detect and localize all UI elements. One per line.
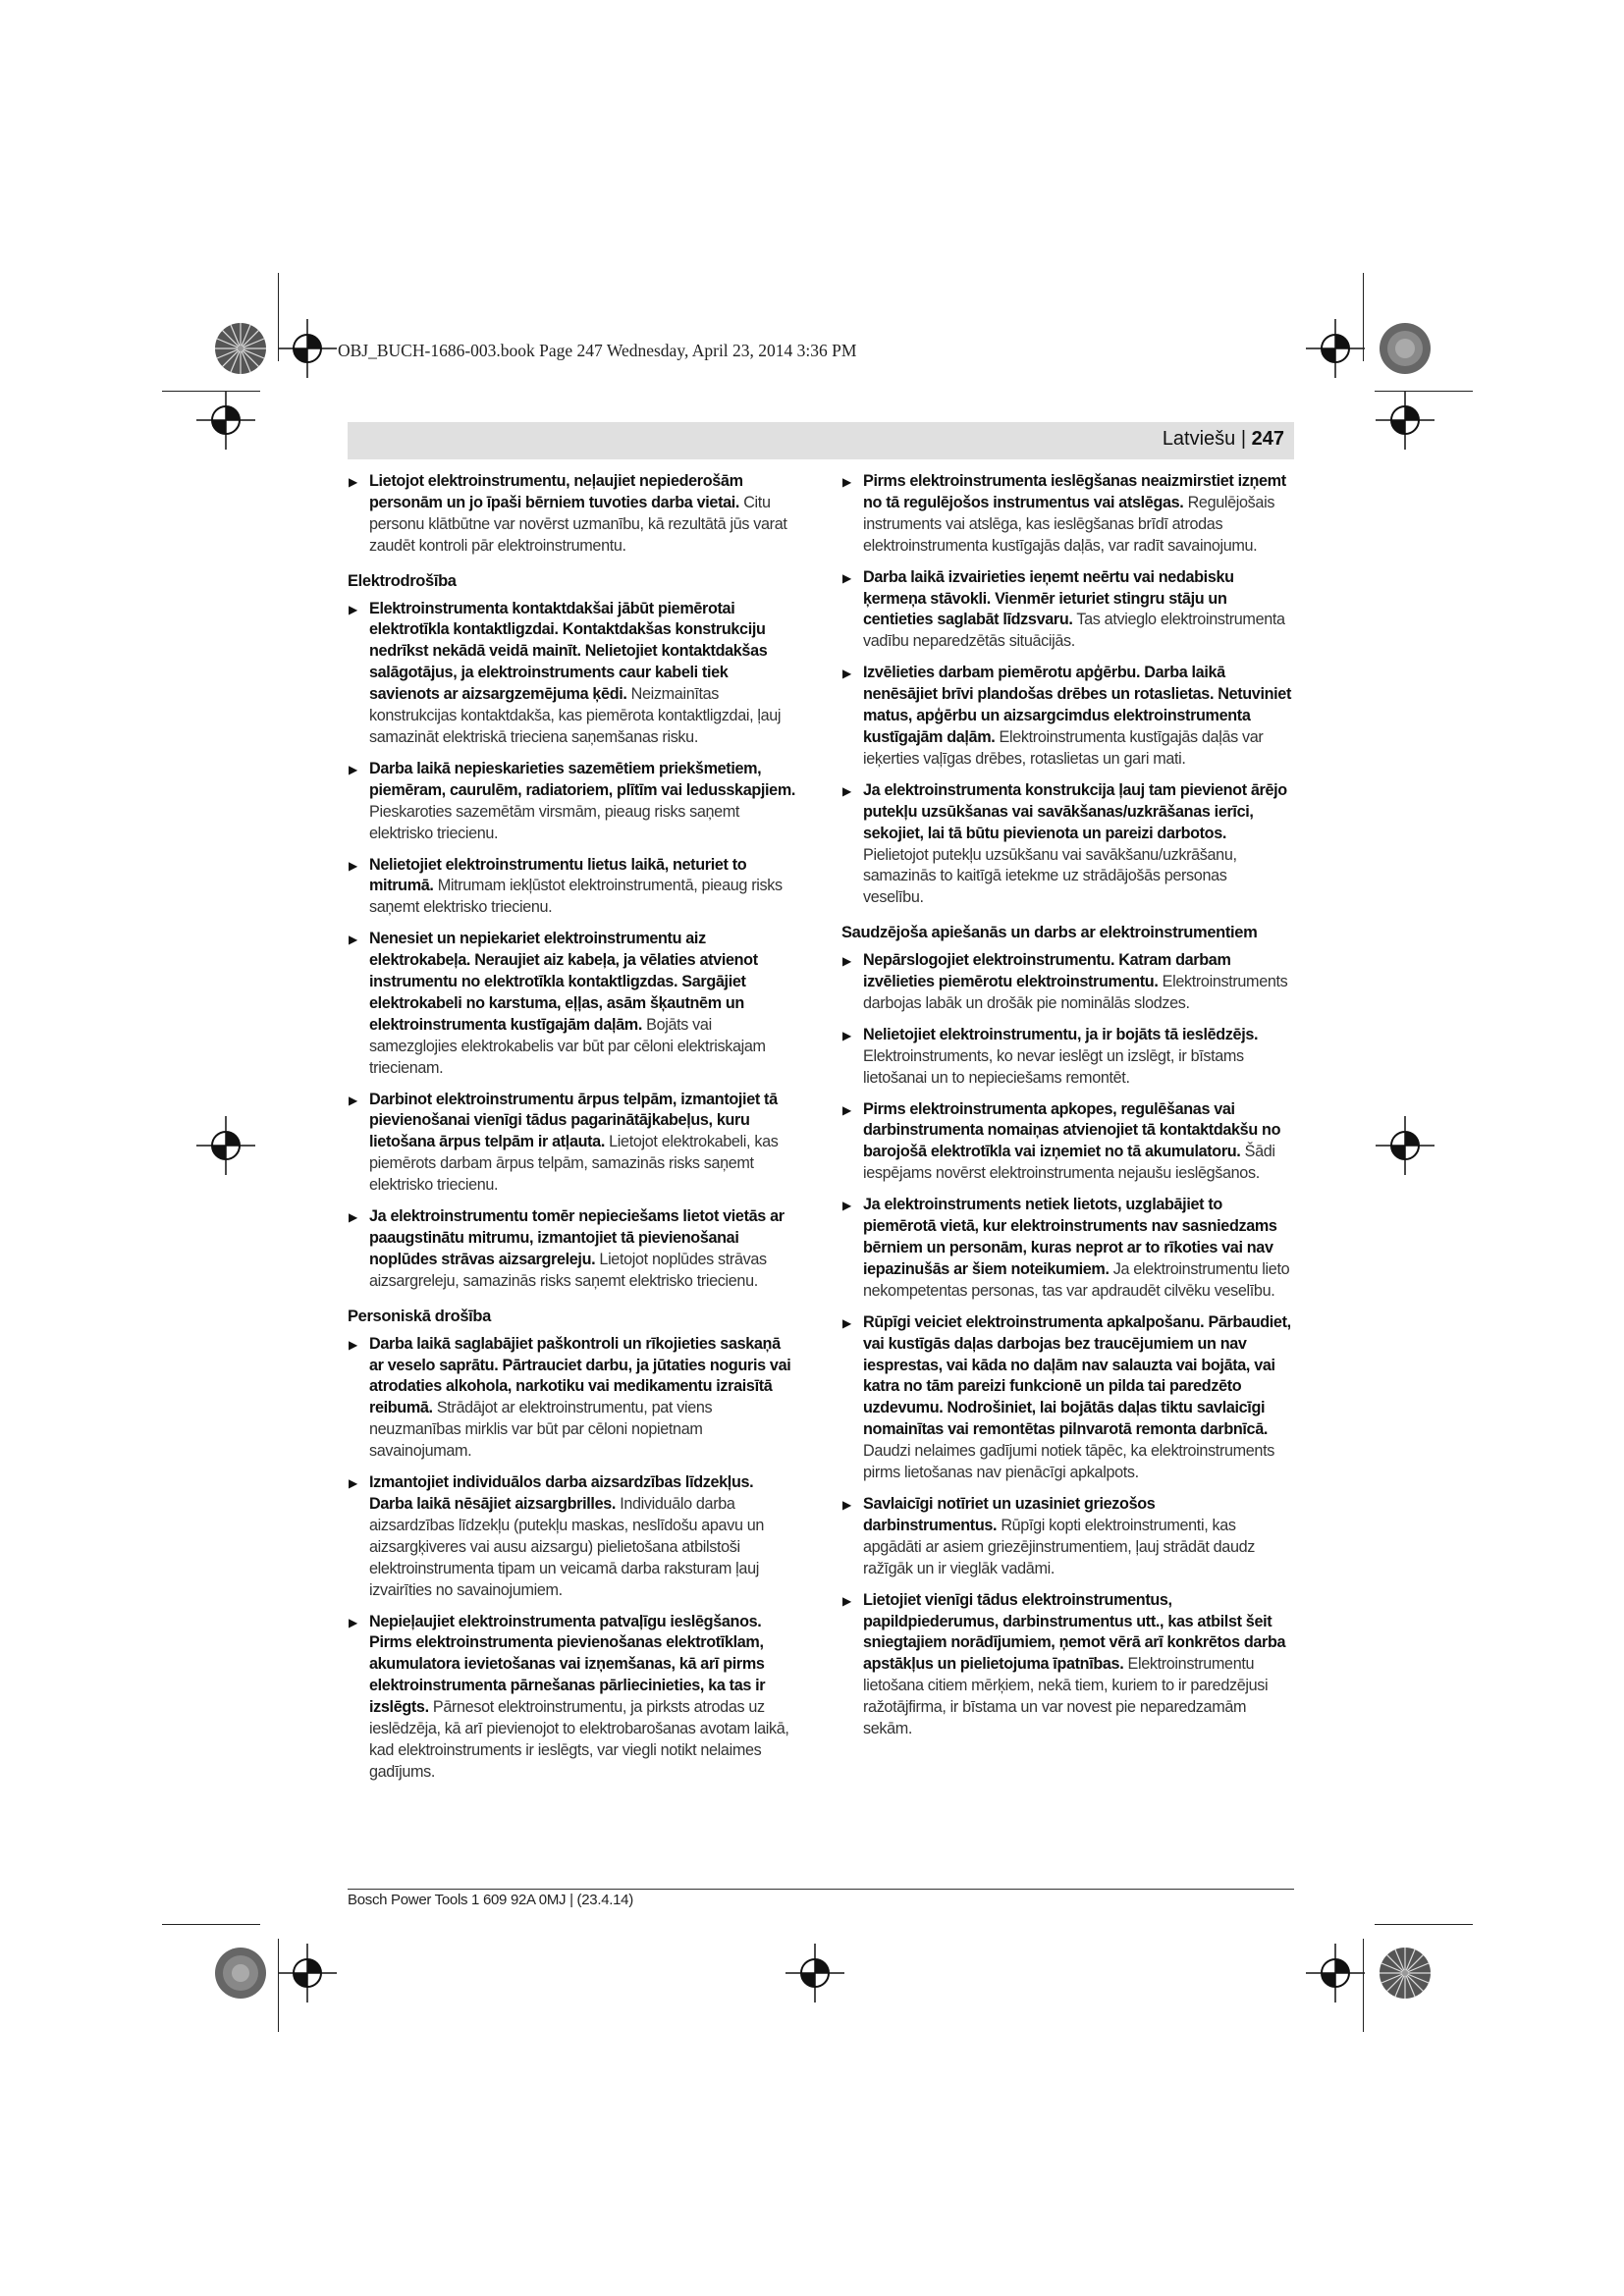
item-normal-text: Elektroinstrumenta kustīgajās daļās var ieķerties vaļīgas drēbes, rotaslietas un gari mati. bbox=[863, 727, 1264, 768]
page-header bbox=[348, 422, 1294, 459]
crop-line bbox=[1363, 1939, 1364, 2032]
list-item bbox=[841, 950, 1291, 1015]
item-bold-text: Lietojiet vienīgi tādus elektroinstrumentus, papildpiederumus, darbinstrumentus utt., kas atbilst šeit sniegtajiem norādījumiem, ņemot vērā arī konkrētos darba apstākļus un pielietojuma īpatnības. bbox=[863, 1590, 1286, 1674]
crosshair-top-left-icon bbox=[278, 319, 337, 378]
page-number: 247 bbox=[1251, 428, 1284, 450]
crop-line bbox=[162, 391, 260, 392]
item-normal-text: Regulējošais instruments vai atslēga, kas ieslēgšanas brīdī atrodas elektroinstrumenta kustīgajās daļās, var radīt savainojumu. bbox=[863, 493, 1275, 555]
header-separator: | bbox=[1235, 428, 1252, 450]
crosshair-bottom-left-icon bbox=[278, 1944, 337, 2002]
item-normal-text: Lietojot elektrokabeli, kas piemērots darbam ārpus telpām, samazinās risks saņemt elektrisko triecienu. bbox=[369, 1133, 779, 1195]
item-normal-text: Pieskaroties sazemētām virsmām, pieaug risks saņemt elektrisko triecienu. bbox=[369, 802, 740, 842]
item-bold-text: Ja elektroinstrumentu tomēr nepieciešams lietot vietās ar paaugstinātu mitrumu, izmantojiet tā pievienošanai noplūdes strāvas aizsargreleju. bbox=[369, 1207, 785, 1268]
registration-mark-bottom-left-icon bbox=[211, 1944, 270, 2002]
footer-rule bbox=[348, 1889, 1294, 1890]
item-bold-text: Nepārslogojiet elektroinstrumentu. Katram darbam izvēlieties piemērotu elektroinstrumentu. bbox=[863, 951, 1231, 991]
list-item bbox=[841, 567, 1291, 654]
crosshair-upper-right-icon bbox=[1376, 391, 1435, 450]
registration-mark-bottom-right-icon bbox=[1376, 1944, 1435, 2002]
section-heading-electrical: Elektrodrošība bbox=[348, 571, 457, 590]
item-normal-text: Pielietojot putekļu uzsūkšanu vai savākšanu/uzkrāšanu, samazinās to kaitīgā ietekme uz strādājošās personas veselību. bbox=[863, 845, 1237, 907]
item-normal-text: Rūpīgi kopti elektroinstrumenti, kas apgādāti ar asiem griezējinstrumentiem, ļauj strādāt daudz ražīgāk un ir vieglāk vadāmi. bbox=[863, 1516, 1255, 1577]
crosshair-bottom-center-icon bbox=[785, 1944, 844, 2002]
item-bold-text: Savlaicīgi notīriet un uzasiniet griezošos darbinstrumentus. bbox=[863, 1494, 1156, 1534]
item-normal-text: Strādājot ar elektroinstrumentu, pat viens neuzmanības mirklis var būt par cēloni nopietnam savainojumam. bbox=[369, 1399, 713, 1461]
list-item bbox=[841, 1590, 1291, 1740]
crop-line bbox=[278, 1939, 279, 2032]
item-bold-text: Ja elektroinstruments netiek lietots, uzglabājiet to piemērotā vietā, kur elektroinstruments nav sasniedzams bērniem un personām, kuras neprot ar to rīkoties vai nav iepazinušās ar šiem noteikumiem. bbox=[863, 1196, 1277, 1278]
crop-line bbox=[162, 1924, 260, 1925]
section-heading-personal: Personiskā drošība bbox=[348, 1307, 491, 1325]
item-normal-text: Individuālo darba aizsardzības līdzekļu (putekļu maskas, neslīdošu apavu un aizsargķiveres vai ausu aizsargu) pielietošana atbilstoši elektroinstrumenta tipam un veicamā darba raksturam ļauj izvairīties no savainojumiem. bbox=[369, 1494, 765, 1599]
item-bold-text: Pirms elektroinstrumenta ieslēgšanas neaizmirstiet izņemt no tā regulējošos instrumentus vai atslēgas. bbox=[863, 472, 1286, 511]
item-bold-text: Izmantojiet individuālos darba aizsardzības līdzekļus. Darba laikā nēsājiet aizsargbrilles. bbox=[369, 1473, 754, 1513]
header-language: Latviešu bbox=[1162, 428, 1236, 450]
crosshair-top-right-icon bbox=[1306, 319, 1365, 378]
list-item bbox=[841, 1025, 1291, 1090]
list-item bbox=[841, 471, 1291, 558]
item-bold-text: Izvēlieties darbam piemērotu apģērbu. Darba laikā nenēsājiet brīvi plandošas drēbes un rotaslietas. Netuviniet matus, apģērbu un aizsargcimdus elektroinstrumenta kustīgajām daļām. bbox=[863, 664, 1291, 746]
crop-line bbox=[278, 273, 279, 361]
list-item bbox=[841, 1494, 1291, 1580]
list-item bbox=[348, 929, 797, 1079]
crop-line bbox=[1375, 391, 1473, 392]
list-item bbox=[841, 1195, 1291, 1303]
item-bold-text: Elektroinstrumenta kontaktdakšai jābūt piemērotai elektrotīkla kontaktligzdai. Kontaktdakšas konstrukciju nedrīkst nekādā veidā mainīt. Nelietojiet kontaktdakšas salāgotājus, ja elektroinstruments caur kabeli tiek savienots ar aizsargzemējuma ķēdi. bbox=[369, 599, 768, 704]
list-item bbox=[348, 1612, 797, 1784]
item-bold-text: Nelietojiet elektroinstrumentu lietus laikā, neturiet to mitrumā. bbox=[369, 855, 747, 895]
section-heading-careful-use: Saudzējoša apiešanās un darbs ar elektroinstrumentiem bbox=[841, 924, 1258, 942]
list-item bbox=[348, 1334, 797, 1463]
list-item bbox=[841, 1099, 1291, 1186]
item-bold-text: Nelietojiet elektroinstrumentu, ja ir bojāts tā ieslēdzējs. bbox=[863, 1025, 1259, 1043]
list-item bbox=[348, 471, 797, 558]
item-normal-text: Daudzi nelaimes gadījumi notiek tāpēc, ka elektroinstruments pirms lietošanas nav pienācīgi apkalpots. bbox=[863, 1442, 1274, 1482]
item-normal-text: Citu personu klātbūtne var novērst uzmanību, kā rezultātā jūs varat zaudēt kontroli pār elektroinstrumentu. bbox=[369, 493, 787, 555]
list-item bbox=[348, 1206, 797, 1293]
registration-mark-top-left-icon bbox=[211, 319, 270, 378]
crosshair-upper-left-icon bbox=[196, 391, 255, 450]
item-normal-text: Elektroinstrumentu lietošana citiem mērķiem, nekā tiem, kuriem to ir paredzējusi ražotājfirma, ir bīstama un var novest pie neparedzamām sekām. bbox=[863, 1655, 1269, 1738]
page-header-title bbox=[1163, 428, 1284, 451]
item-bold-text: Darba laikā izvairieties ieņemt neērtu vai nedabisku ķermeņa stāvokli. Vienmēr ieturiet stingru stāju un centieties saglabāt līdzsvaru. bbox=[863, 567, 1234, 629]
list-item bbox=[841, 663, 1291, 771]
item-bold-text: Rūpīgi veiciet elektroinstrumenta apkalpošanu. Pārbaudiet, vai kustīgās daļas darbojas bez traucējumiem un nav iesprestas, vai kāda no daļām nav salauzta vai bojāta, vai katra no tām pareizi funkcionē un pilda tai paredzēto uzdevumu. Nodrošiniet, lai bojātās daļas tiktu savlaicīgi nomainītas vai remontētas pilnvarotā remonta darbnīcā. bbox=[863, 1312, 1291, 1439]
item-normal-text: Mitrumam iekļūstot elektroinstrumentā, pieaug risks saņemt elektrisko triecienu. bbox=[369, 877, 783, 917]
item-normal-text: Lietojot noplūdes strāvas aizsargreleju, samazinās risks saņemt elektrisko triecienu. bbox=[369, 1250, 767, 1290]
list-item bbox=[348, 1090, 797, 1198]
item-normal-text: Pārnesot elektroinstrumentu, ja pirksts atrodas uz ieslēdzēja, kā arī pievienojot to elektrobarošanas avotam laikā, kad elektroinstruments ir ieslēgts, var viegli notikt nelaimes gadījums. bbox=[369, 1698, 789, 1781]
item-normal-text: Ja elektroinstrumentu lieto nekompetentas personas, tas var apdraudēt cilvēku veselību. bbox=[863, 1259, 1290, 1300]
item-normal-text: Elektroinstruments, ko nevar ieslēgt un izslēgt, ir bīstams lietošanai un to nepieciešams remontēt. bbox=[863, 1046, 1244, 1087]
print-slug: OBJ_BUCH-1686-003.book Page 247 Wednesday, April 23, 2014 3:36 PM bbox=[338, 341, 857, 360]
item-bold-text: Nepieļaujiet elektroinstrumenta patvaļīgu ieslēgšanos. Pirms elektroinstrumenta pievienošanas elektrotīklam, akumulatora ievietošanas vai izņemšanas, kā arī pirms elektroinstrumenta pārnešanas pārliecinieties, ka tas ir izslēgts. bbox=[369, 1612, 766, 1717]
list-item bbox=[348, 599, 797, 749]
item-bold-text: Darba laikā nepieskarieties sazemētiem priekšmetiem, piemēram, caurulēm, radiatoriem, plītīm vai ledusskapjiem. bbox=[369, 759, 796, 799]
item-bold-text: Ja elektroinstrumenta konstrukcija ļauj tam pievienot ārējo putekļu uzsūkšanas vai savākšanas/uzkrāšanas ierīci, sekojiet, lai tā būtu pievienota un pareizi darbotos. bbox=[863, 780, 1287, 842]
crosshair-bottom-right-icon bbox=[1306, 1944, 1365, 2002]
list-item bbox=[841, 780, 1291, 909]
registration-mark-top-right-icon bbox=[1376, 319, 1435, 378]
item-bold-text: Nenesiet un nepiekariet elektroinstrumentu aiz elektrokabeļa. Neraujiet aiz kabeļa, ja vēlaties atvienot instrumentu no elektrotīkla kontaktligzdas. Sargājiet elektrokabeli no karstuma, eļļas, asām šķautnēm un elektroinstrumenta kustīgajām daļām. bbox=[369, 930, 758, 1034]
crop-line bbox=[1363, 273, 1364, 361]
item-bold-text: Pirms elektroinstrumenta apkopes, regulēšanas vai darbinstrumenta nomaiņas atvienojiet tā kontaktdakšu no barojošā elektrotīkla vai izņemiet no tā akumulatoru. bbox=[863, 1099, 1281, 1161]
crop-line bbox=[1375, 1924, 1473, 1925]
item-normal-text: Neizmainītas konstrukcijas kontaktdakša, kas piemērota kontaktligzdai, ļauj samazināt elektriskā trieciena saņemšanas risku. bbox=[369, 685, 782, 746]
item-bold-text: Darbinot elektroinstrumentu ārpus telpām, izmantojiet tā pievienošanai vienīgi tādus pagarinātājkabeļus, kuru lietošana ārpus telpām ir atļauta. bbox=[369, 1090, 778, 1151]
list-item bbox=[348, 1472, 797, 1601]
item-bold-text: Lietojot elektroinstrumentu, neļaujiet nepiederošām personām un jo īpaši bērniem tuvoties darba vietai. bbox=[369, 472, 743, 511]
left-column bbox=[348, 471, 797, 1793]
list-item bbox=[348, 759, 797, 845]
list-item bbox=[841, 1312, 1291, 1484]
item-normal-text: Elektroinstruments darbojas labāk un drošāk pie nominālās slodzes. bbox=[863, 973, 1288, 1012]
crosshair-mid-left-icon bbox=[196, 1116, 255, 1175]
page-footer: Bosch Power Tools 1 609 92A 0MJ | (23.4.14) bbox=[348, 1892, 633, 1908]
list-item bbox=[348, 855, 797, 920]
right-column bbox=[841, 471, 1291, 1750]
crosshair-mid-right-icon bbox=[1376, 1116, 1435, 1175]
item-normal-text: Bojāts vai samezglojies elektrokabelis var būt par cēloni elektriskajam triecienam. bbox=[369, 1015, 766, 1077]
item-normal-text: Šādi iespējams novērst elektroinstrumenta nejaušu ieslēgšanos. bbox=[863, 1143, 1275, 1183]
item-normal-text: Tas atvieglo elektroinstrumenta vadību neparedzētās situācijās. bbox=[863, 611, 1285, 651]
item-bold-text: Darba laikā saglabājiet paškontroli un rīkojieties saskaņā ar veselo saprātu. Pārtrauciet darbu, ja jūtaties noguris vai atrodaties alkohola, narkotiku vai medikamentu izraisītā reibumā. bbox=[369, 1334, 791, 1417]
